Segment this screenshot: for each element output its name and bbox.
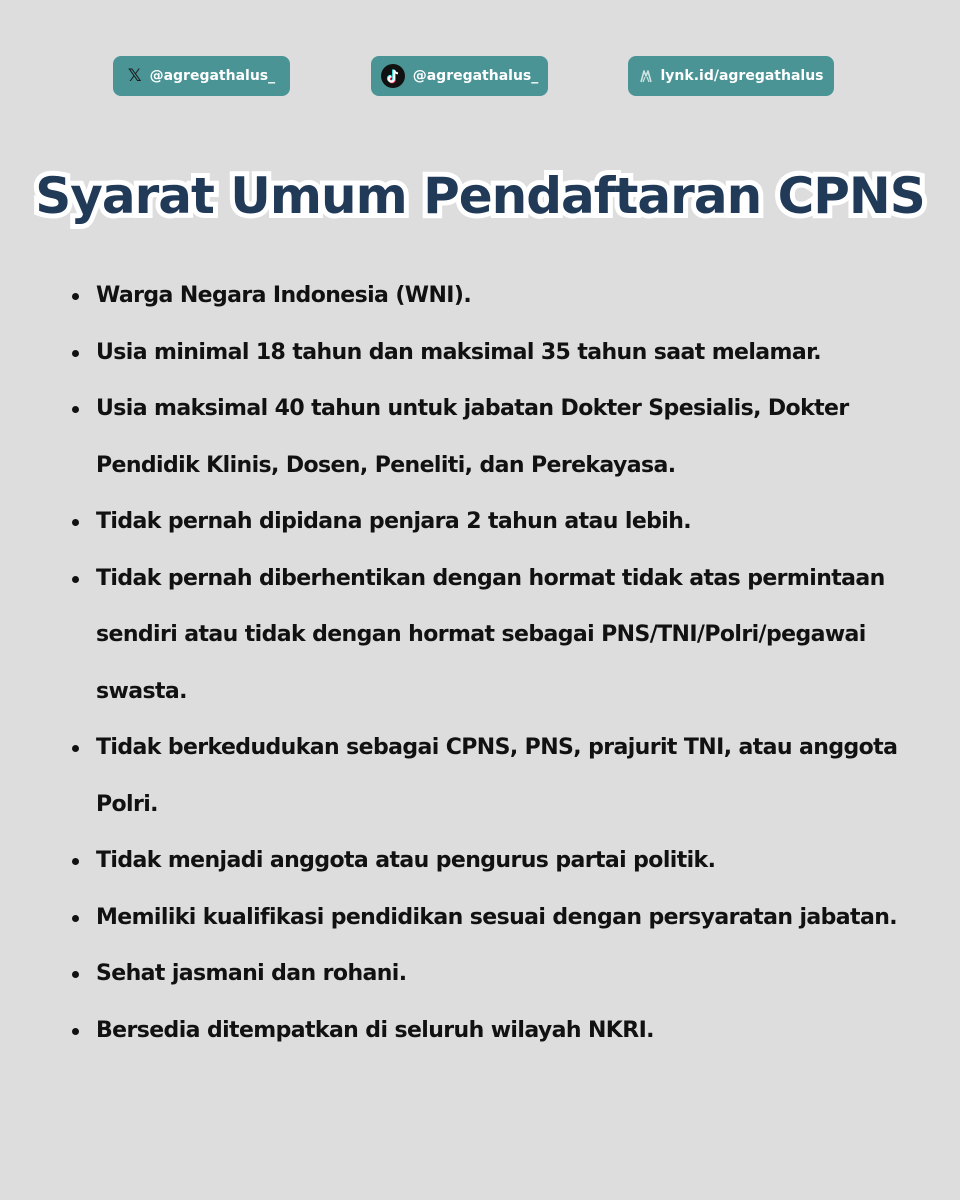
tiktok-handle-label: @agregathalus_ xyxy=(412,68,539,84)
requirement-text: Tidak pernah diberhentikan dengan hormat tidak atas permintaan sendiri atau tidak dengan hormat sebagai PNS/TNI/Polri/pegawai swasta. xyxy=(96,565,885,704)
bullet-dot xyxy=(72,576,79,583)
requirement-text: Sehat jasmani dan rohani. xyxy=(96,961,407,986)
requirement-text: Usia maksimal 40 tahun untuk jabatan Dokter Spesialis, Dokter Pendidik Klinis, Dosen, Peneliti, dan Perekayasa. xyxy=(96,396,849,478)
bullet-dot xyxy=(72,293,79,300)
lynk-link-badge[interactable] xyxy=(628,56,834,96)
bullet-dot xyxy=(72,745,79,752)
tiktok-logo-icon xyxy=(381,64,405,88)
requirement-item xyxy=(72,833,902,890)
requirements-list xyxy=(72,268,902,1059)
social-links-row xyxy=(0,56,960,96)
page-title: Syarat Umum Pendaftaran CPNS xyxy=(35,167,925,225)
bullet-dot xyxy=(72,971,79,978)
requirement-item xyxy=(72,720,902,833)
bullet-dot xyxy=(72,1028,79,1035)
requirement-text: Warga Negara Indonesia (WNI). xyxy=(96,283,472,308)
requirement-text: Tidak berkedudukan sebagai CPNS, PNS, prajurit TNI, atau anggota Polri. xyxy=(96,735,898,817)
x-handle-label: @agregathalus_ xyxy=(149,68,276,84)
requirement-text: Bersedia ditempatkan di seluruh wilayah NKRI. xyxy=(96,1017,654,1043)
lynk-logo-icon xyxy=(639,68,653,84)
requirement-item xyxy=(72,551,902,721)
requirement-text: Tidak menjadi anggota atau pengurus partai politik. xyxy=(96,848,716,873)
requirement-item xyxy=(72,325,902,382)
bullet-dot xyxy=(72,915,79,922)
requirement-text: Tidak pernah dipidana penjara 2 tahun atau lebih. xyxy=(96,509,692,534)
requirement-item xyxy=(72,494,902,551)
x-handle-badge[interactable] xyxy=(113,56,290,96)
bullet-dot xyxy=(72,350,79,357)
requirement-item xyxy=(72,268,902,325)
bullet-dot xyxy=(72,406,79,413)
requirement-text: Usia minimal 18 tahun dan maksimal 35 tahun saat melamar. xyxy=(96,339,821,365)
requirement-item xyxy=(72,1003,902,1060)
lynk-link-label: lynk.id/agregathalus xyxy=(660,68,824,84)
bullet-dot xyxy=(72,519,79,526)
tiktok-handle-badge[interactable] xyxy=(371,56,548,96)
requirement-item xyxy=(72,890,902,947)
bullet-dot xyxy=(72,858,79,865)
x-logo-icon: 𝕏 xyxy=(127,66,142,86)
requirement-item xyxy=(72,381,902,494)
requirement-item xyxy=(72,946,902,1003)
requirement-text: Memiliki kualifikasi pendidikan sesuai dengan persyaratan jabatan. xyxy=(96,904,898,930)
